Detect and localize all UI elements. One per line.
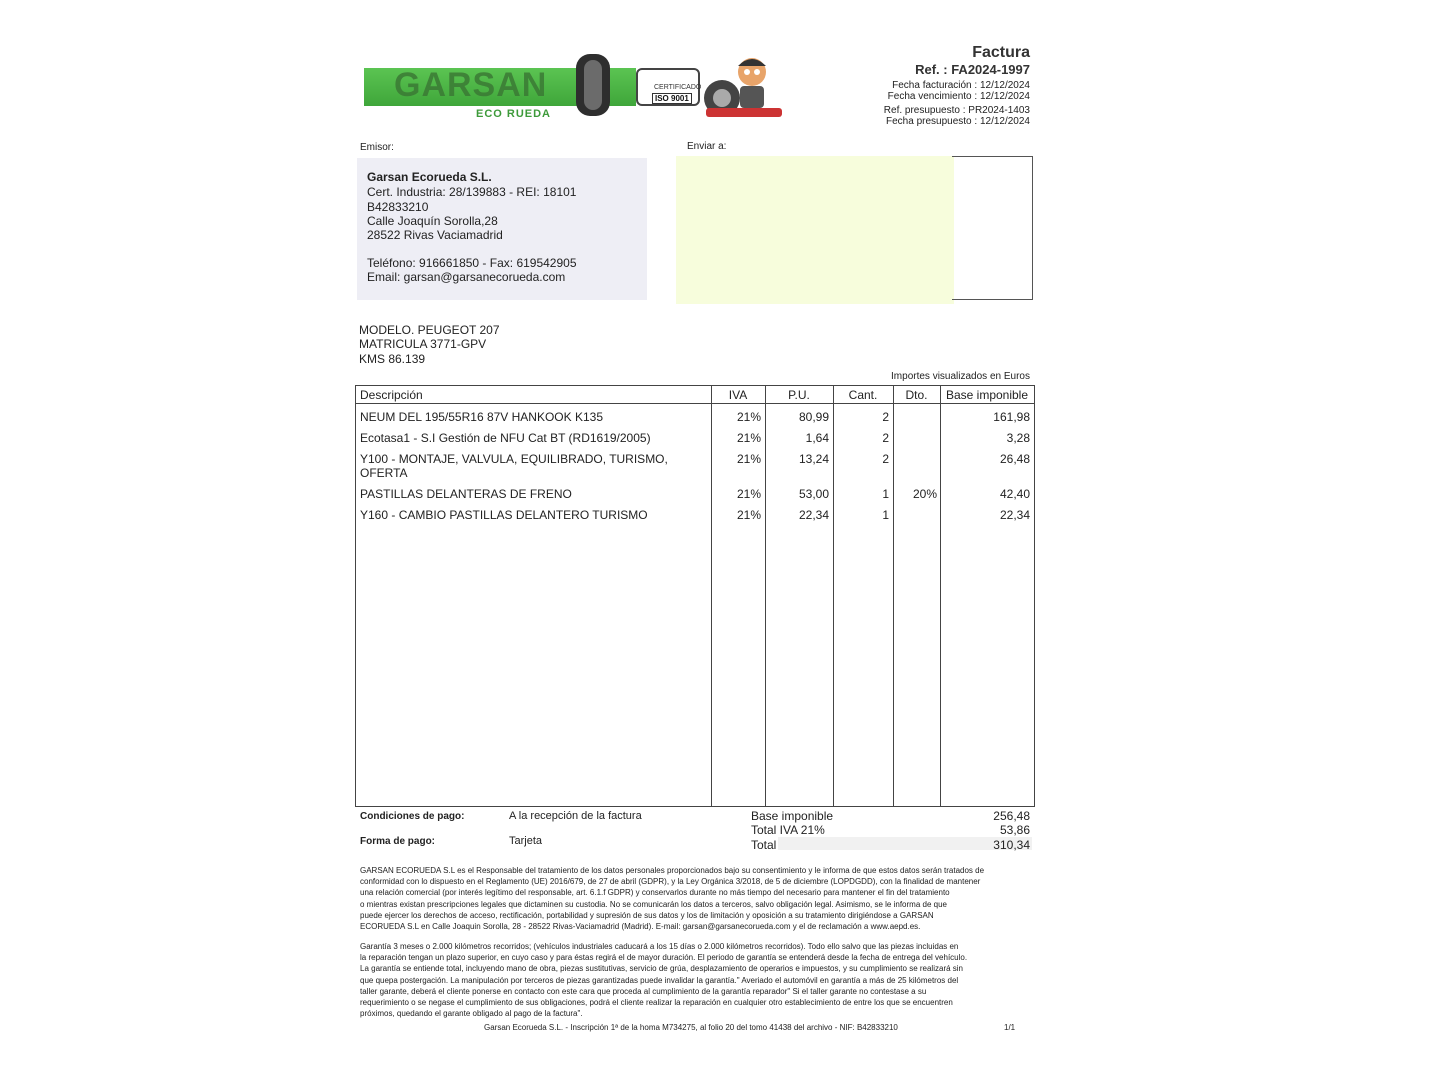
- row-description-line2: OFERTA: [360, 466, 408, 480]
- privacy-line: o mientras existan prescripciones legales que dictaminen su custodia. No se comunicarán los datos a terceros, salvo obligación legal. Asimismo, se le informa de que: [360, 899, 947, 909]
- tyre-icon: [576, 54, 610, 116]
- currency-note: Importes visualizados en Euros: [891, 371, 1030, 382]
- privacy-line: ECORUEDA S.L en Calle Joaquin Sorolla, 28 - 28522 Rivas-Vaciamadrid (Madrid). E-mail: garsan@garsanecorueda.com y el de reclamación a www.aepd.es.: [360, 922, 921, 932]
- logo-subtitle: ECO RUEDA: [476, 108, 552, 120]
- recipient-box-frame: [952, 156, 1033, 300]
- total-value: 310,34: [993, 838, 1030, 852]
- emitter-email: Email: garsan@garsanecorueda.com: [367, 270, 566, 284]
- row-base: 26,48: [999, 452, 1030, 466]
- emitter-cert: Cert. Industria: 28/139883 - REI: 18101: [367, 185, 577, 199]
- emitter-box: [357, 158, 647, 300]
- emitter-address1: Calle Joaquín Sorolla,28: [367, 214, 498, 228]
- header-quantity: Cant.: [848, 388, 878, 402]
- vehicle-plate: MATRICULA 3771-GPV: [359, 337, 487, 351]
- col-divider: [833, 386, 834, 806]
- invoice-date: Fecha facturación : 12/12/2024: [892, 80, 1030, 91]
- document-title: Factura: [972, 44, 1030, 61]
- warranty-notice: [360, 941, 1050, 1019]
- logo-text: GARSAN: [394, 66, 548, 104]
- header-unit-price: P.U.: [788, 388, 810, 402]
- row-base: 161,98: [993, 410, 1030, 424]
- header-discount: Dto.: [905, 388, 928, 402]
- payment-method-value: Tarjeta: [509, 835, 543, 847]
- privacy-line: puede ejercer los derechos de acceso, rectificación, portabilidad y supresión de sus datos y los de limitación y oposición a su tratamiento dirigiéndose a GARSAN: [360, 910, 934, 920]
- col-divider: [893, 386, 894, 806]
- recipient-label: Enviar a:: [687, 141, 727, 152]
- privacy-line: una relación comercial (por interés legítimo del responsable, art. 6.1.f GDPR) y conservarlos durante no más tiempo del necesario para mantener el fin del tratamiento: [360, 888, 950, 898]
- row-pu: 80,99: [798, 410, 829, 424]
- row-qty: 2: [882, 431, 889, 445]
- row-qty: 2: [882, 452, 889, 466]
- payment-method-label: Forma de pago:: [360, 836, 436, 847]
- iso-badge-line2: ISO 9001: [652, 93, 692, 104]
- row-iva: 21%: [736, 452, 761, 466]
- emitter-nif: B42833210: [367, 200, 429, 214]
- registry-footer: Garsan Ecorueda S.L. - Inscripción 1ª de la homa M734275, al folio 20 del tomo 41438 del archivo - NIF: B42833210: [484, 1023, 898, 1032]
- vehicle-kms: KMS 86.139: [359, 352, 426, 366]
- row-pu: 1,64: [805, 431, 829, 445]
- warranty-line: requerimiento o se negase el cumplimiento de sus obligaciones, podrá el cliente realizar la reparación en cualquier otro establecimiento de entre los que se encuentren: [360, 998, 953, 1008]
- recipient-box-redacted: [676, 156, 954, 304]
- emitter-address2: 28522 Rivas Vaciamadrid: [367, 228, 503, 242]
- iso-badge-line1: CERTIFICADO: [654, 84, 702, 91]
- row-qty: 1: [882, 487, 889, 501]
- invoice-ref: Ref. : FA2024-1997: [915, 62, 1030, 77]
- row-qty: 1: [882, 508, 889, 522]
- emitter-phone: Teléfono: 916661850 - Fax: 619542905: [367, 256, 577, 270]
- total-iva-value: 53,86: [999, 823, 1030, 837]
- items-table: [355, 385, 1035, 807]
- page-number: 1/1: [1004, 1023, 1016, 1032]
- row-description: PASTILLAS DELANTERAS DE FRENO: [360, 487, 572, 501]
- emitter-name: Garsan Ecorueda S.L.: [367, 170, 492, 184]
- iso-badge: [636, 68, 700, 106]
- total-base-label: Base imponible: [751, 809, 834, 823]
- payment-conditions-label: Condiciones de pago:: [360, 811, 465, 822]
- warranty-line: próximos, quedando el garante obligado al pago de la factura".: [360, 1009, 583, 1019]
- row-qty: 2: [882, 410, 889, 424]
- budget-date: Fecha presupuesto : 12/12/2024: [886, 116, 1030, 127]
- mechanic-mascot-icon: [702, 52, 786, 118]
- col-divider: [940, 386, 941, 806]
- row-base: 22,34: [999, 508, 1030, 522]
- vehicle-model: MODELO. PEUGEOT 207: [359, 323, 500, 337]
- total-label: Total: [751, 838, 777, 852]
- warranty-line: que quepa postergación. La manipulación por terceros de piezas garantizadas puede invalidar la garantía." Averiado el automóvil en garantía a más de 25 kilómetros del: [360, 975, 959, 985]
- table-header-divider: [356, 403, 1034, 404]
- row-iva: 21%: [736, 431, 761, 445]
- header-base: Base imponible: [945, 388, 1029, 402]
- payment-conditions-value: A la recepción de la factura: [509, 810, 642, 822]
- row-dto: 20%: [912, 487, 937, 501]
- company-logo: [364, 52, 788, 122]
- row-iva: 21%: [736, 487, 761, 501]
- warranty-line: taller garante, deberá el cliente ponerse en contacto con este cara que proceda al cumplimiento de la garantía reparador" Si el taller garante no contestase a su: [360, 986, 927, 996]
- warranty-line: la reparación tengan un plazo superior, en cuyo caso y para éstas regirá el de mayor duración. El periodo de garantía se entenderá desde la fecha de entrega del vehículo.: [360, 953, 968, 963]
- total-iva-label: Total IVA 21%: [751, 823, 825, 837]
- warranty-line: Garantía 3 meses o 2.000 kilómetros recorridos; (vehículos industriales caducará a los 15 días o 2.000 kilómetros recorridos). Todo ello salvo que las piezas incluidas en: [360, 942, 959, 951]
- emitter-label: Emisor:: [360, 142, 394, 153]
- row-pu: 22,34: [798, 508, 829, 522]
- privacy-line: GARSAN ECORUEDA S.L es el Responsable del tratamiento de los datos personales proporcionados bajo su consentimiento y le informa de que estos datos serán tratados de: [360, 866, 985, 875]
- row-base: 42,40: [999, 487, 1030, 501]
- total-base-value: 256,48: [993, 809, 1030, 823]
- col-divider: [765, 386, 766, 806]
- row-base: 3,28: [1006, 431, 1030, 445]
- row-description: NEUM DEL 195/55R16 87V HANKOOK K135: [360, 410, 604, 424]
- due-date: Fecha vencimiento : 12/12/2024: [887, 91, 1030, 102]
- header-description: Descripción: [360, 388, 423, 402]
- row-pu: 13,24: [798, 452, 829, 466]
- header-iva: IVA: [728, 388, 748, 402]
- warranty-line: La garantía se entiende total, incluyendo mano de obra, piezas sustitutivas, servicio de grúa, desplazamiento de operarios e impuestos, y su cumplimiento se realizará sin: [360, 964, 963, 974]
- row-iva: 21%: [736, 410, 761, 424]
- row-description: Y100 - MONTAJE, VALVULA, EQUILIBRADO, TURISMO,: [360, 452, 668, 466]
- privacy-line: conformidad con lo dispuesto en el Reglamento (UE) 2016/679, de 27 de abril (GDPR), y la Ley Orgánica 3/2018, de 5 de diciembre (LOPDGDD), con la finalidad de mantener: [360, 877, 981, 887]
- row-pu: 53,00: [798, 487, 829, 501]
- row-description: Y160 - CAMBIO PASTILLAS DELANTERO TURISMO: [360, 508, 648, 522]
- row-iva: 21%: [736, 508, 761, 522]
- privacy-notice: [360, 865, 1050, 932]
- budget-ref: Ref. presupuesto : PR2024-1403: [883, 105, 1030, 116]
- col-divider: [711, 386, 712, 806]
- row-description: Ecotasa1 - S.I Gestión de NFU Cat BT (RD1619/2005): [360, 431, 651, 445]
